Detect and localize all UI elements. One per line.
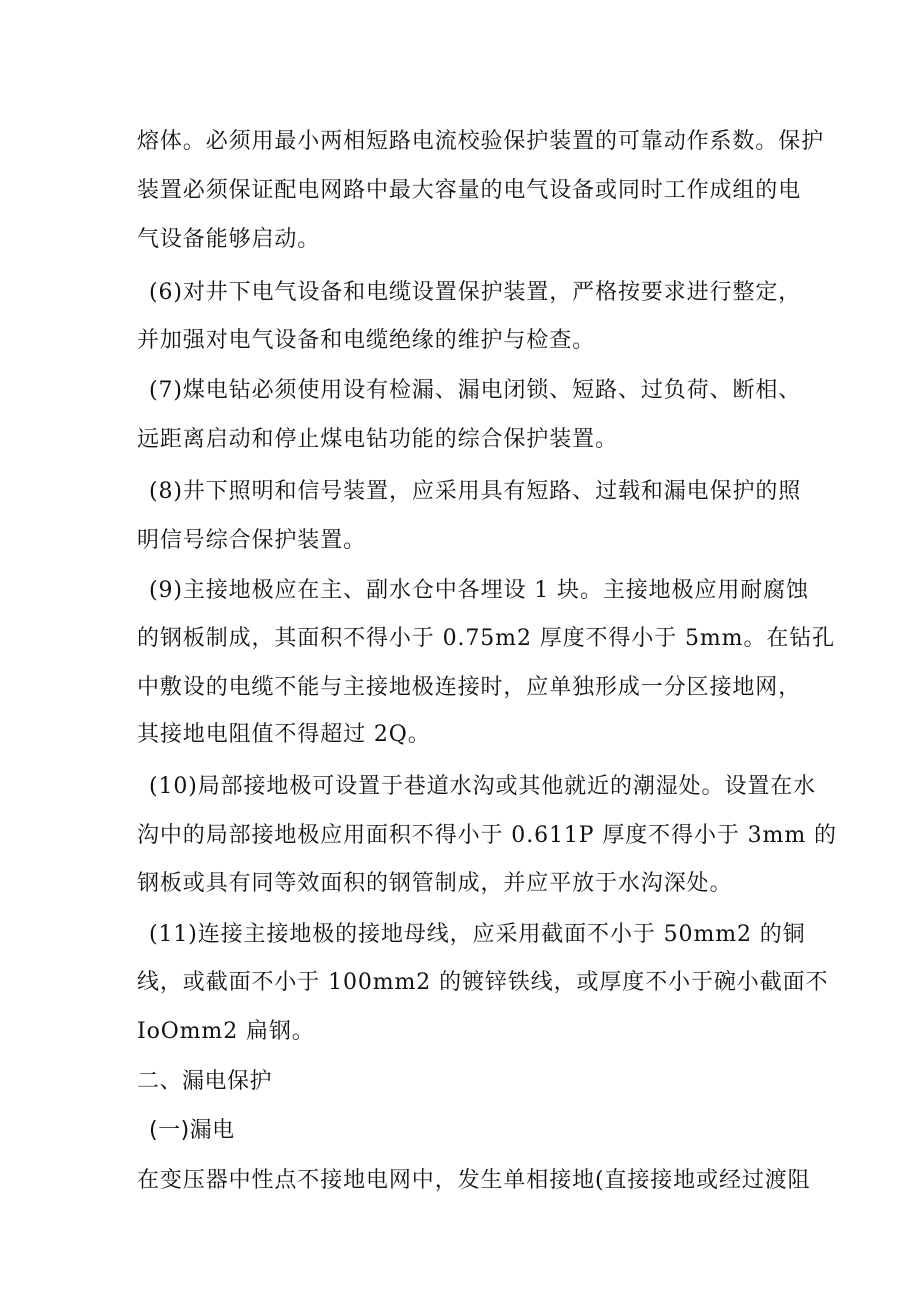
paragraph-line: 远距离启动和停止煤电钻功能的综合保护装置。 [137, 427, 618, 452]
paragraph-line: 线，或截面不小于 100mm2 的镀锌铁线，或厚度不小于碗小截面不 [137, 970, 829, 995]
paragraph-line: 气设备能够启动。 [137, 227, 321, 252]
paragraph-line: 的钢板制成，其面积不得小于 0.75m2 厚度不得小于 5mm。在钻孔 [137, 626, 836, 651]
list-item-6-line: (6)对井下电气设备和电缆设置保护装置，严格按要求进行整定， [149, 280, 802, 305]
paragraph-line: 明信号综合保护装置。 [137, 528, 367, 553]
paragraph-line: 在变压器中性点不接地电网中，发生单相接地(直接接地或经过渡阻 [137, 1168, 811, 1193]
paragraph-line: 装置必须保证配电网路中最大容量的电气设备或同时工作成组的电 [137, 178, 802, 203]
paragraph-line: 沟中的局部接地极应用面积不得小于 0.611P 厚度不得小于 3mm 的 [137, 823, 837, 848]
paragraph-line: 钢板或具有同等效面积的钢管制成，并应平放于水沟深处。 [137, 871, 733, 896]
list-item-7-line: (7)煤电钻必须使用设有检漏、漏电闭锁、短路、过负荷、断相、 [149, 378, 802, 403]
list-item-8-line: (8)井下照明和信号装置，应采用具有短路、过载和漏电保护的照 [149, 479, 802, 504]
paragraph-line: 中敷设的电缆不能与主接地极连接时，应单独形成一分区接地网， [137, 675, 802, 700]
paragraph-line: 其接地电阻值不得超过 2Q。 [137, 722, 431, 747]
paragraph-line: 并加强对电气设备和电缆绝缘的维护与检查。 [137, 328, 596, 353]
list-item-11-line: (11)连接主接地极的接地母线，应采用截面不小于 50mm2 的铜 [149, 922, 806, 947]
section-heading: 二、漏电保护 [137, 1069, 273, 1094]
paragraph-line: 熔体。必须用最小两相短路电流校验保护装置的可靠动作系数。保护 [137, 129, 825, 154]
paragraph-line: IoOmm2 扁钢。 [137, 1019, 315, 1044]
subsection-heading: (一)漏电 [149, 1118, 235, 1143]
list-item-10-line: (10)局部接地极可设置于巷道水沟或其他就近的潮湿处。设置在水 [149, 774, 817, 799]
list-item-9-line: (9)主接地极应在主、副水仓中各埋设 1 块。主接地极应用耐腐蚀 [149, 578, 809, 603]
